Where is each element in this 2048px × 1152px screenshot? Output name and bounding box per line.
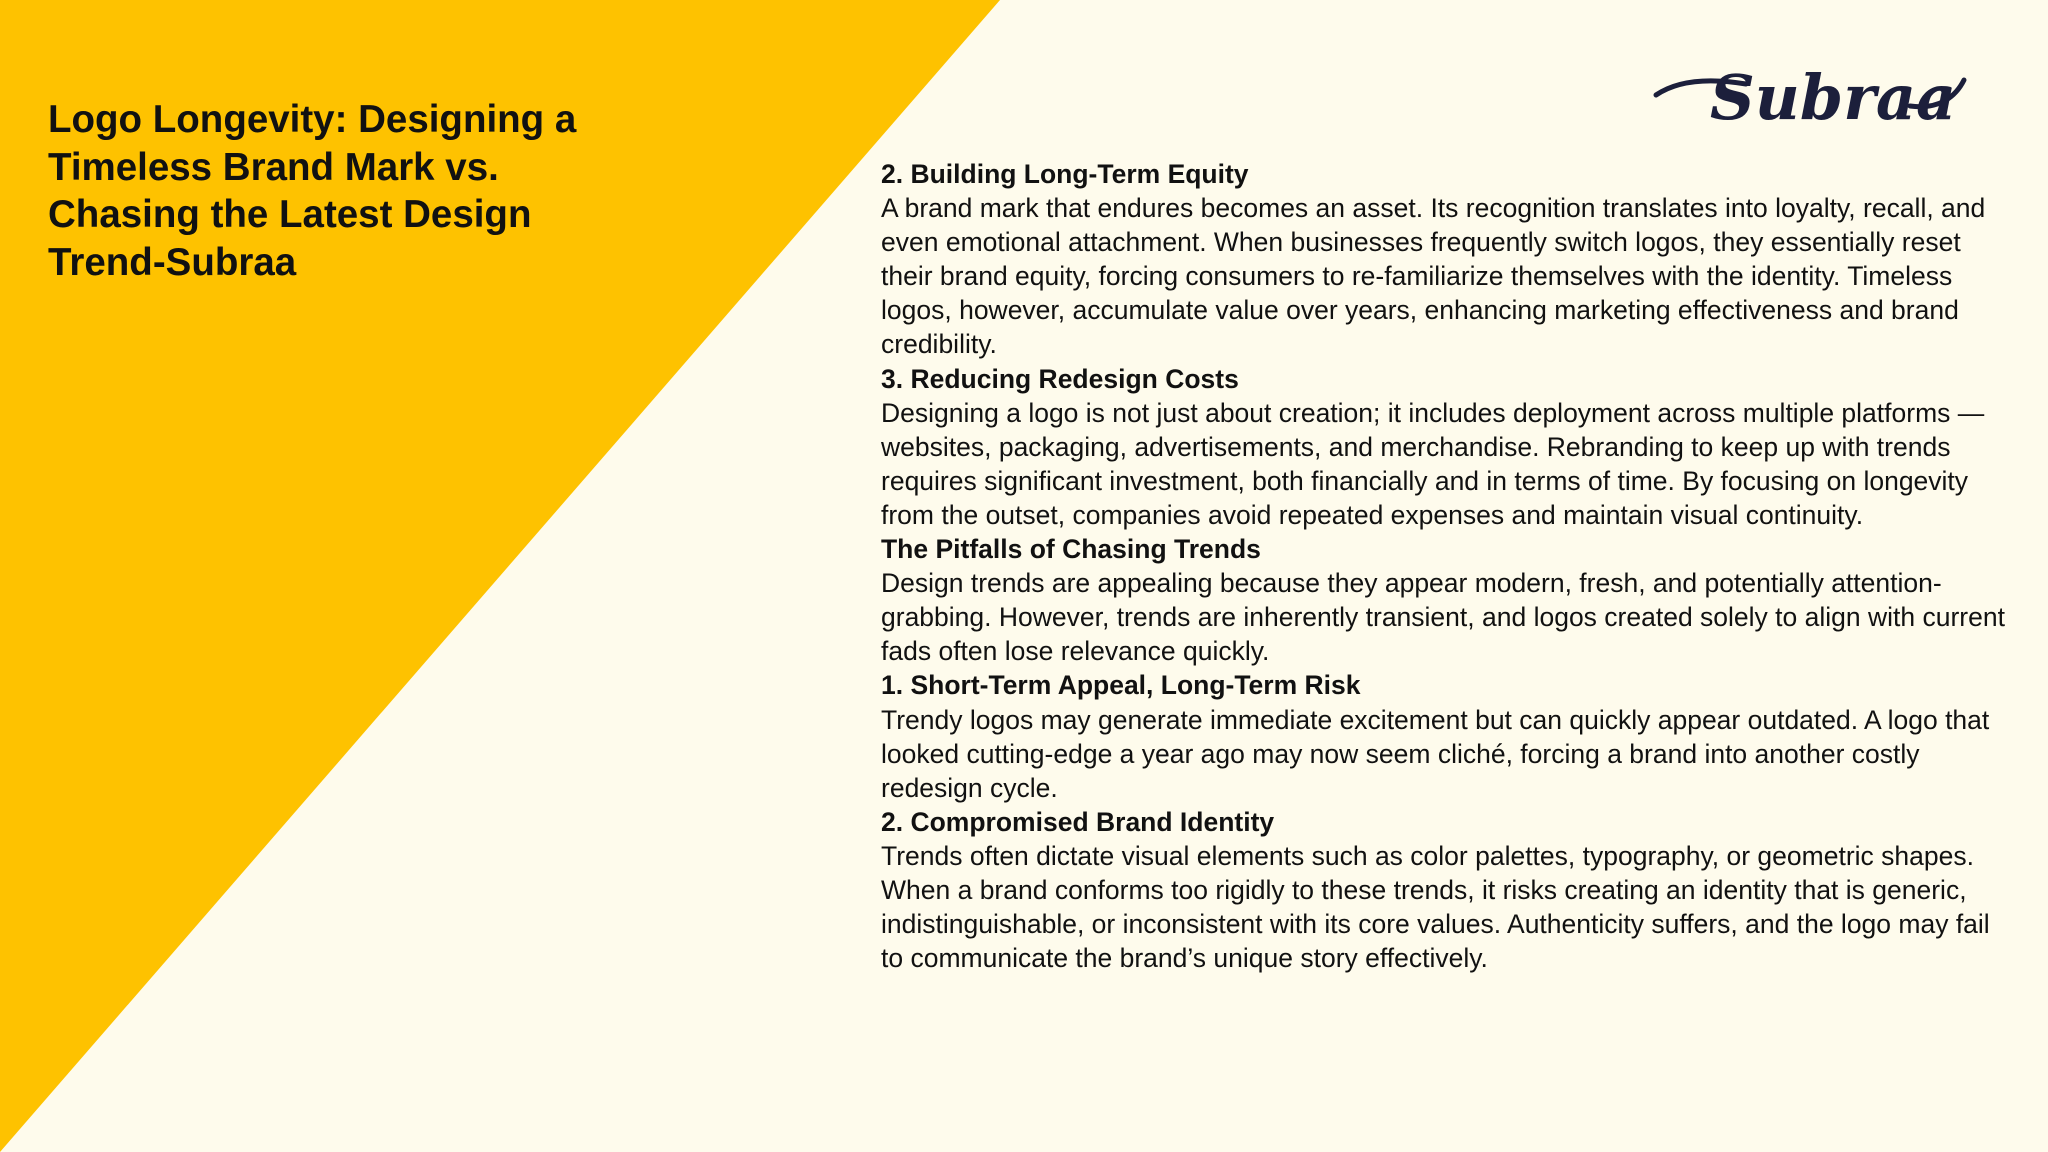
section-heading: 3. Reducing Redesign Costs <box>881 363 1239 394</box>
section-building-long-term-equity <box>881 157 2011 362</box>
page-title: Logo Longevity: Designing a Timeless Brand Mark vs. Chasing the Latest Design Trend-Subraa <box>48 98 577 284</box>
section-compromised-brand-identity <box>881 805 2011 975</box>
section-body: Trends often dictate visual elements such as color palettes, typography, or geometric shapes. When a brand conforms too rigidly to these trends, it risks creating an identity that is generic, indistinguishable, or inconsistent with its core values. Authenticity suffers, and the logo may fail to communicate the brand’s unique story effectively. <box>881 840 1990 974</box>
section-heading: 1. Short-Term Appeal, Long-Term Risk <box>881 670 1361 701</box>
section-body: A brand mark that endures becomes an asset. Its recognition translates into loyalty, recall, and even emotional attachment. When businesses frequently switch logos, they essentially reset their brand equity, forcing consumers to re-familiarize themselves with the identity. Timeless logos, however, accumulate value over years, enhancing marketing effectiveness and brand credibility. <box>881 193 1986 360</box>
section-body: Design trends are appealing because they appear modern, fresh, and potentially attention-grabbing. However, trends are inherently transient, and logos created solely to align with current fads often lose relevance quickly. <box>881 568 2005 667</box>
section-reducing-redesign-costs <box>881 362 2011 532</box>
subraa-logo <box>1648 48 1978 148</box>
section-heading: 2. Building Long-Term Equity <box>881 159 1249 189</box>
section-short-term-appeal <box>881 668 2011 804</box>
section-heading: The Pitfalls of Chasing Trends <box>881 534 1261 565</box>
section-body: Designing a logo is not just about creation; it includes deployment across multiple platforms — websites, packaging, advertisements, and merchandise. Rebranding to keep up with trends requires significant investment, both financially and in terms of time. By focusing on longevity from the outset, companies avoid repeated expenses and maintain visual continuity. <box>881 397 1985 530</box>
section-heading: 2. Compromised Brand Identity <box>881 806 1275 837</box>
subraa-logo-wordmark: Subraa <box>1710 61 1957 134</box>
article-content <box>881 157 2011 975</box>
section-body: Trendy logos may generate immediate excitement but can quickly appear outdated. A logo that looked cutting-edge a year ago may now seem cliché, forcing a brand into another costly redesign cycle. <box>881 704 1990 803</box>
section-pitfalls-of-chasing-trends <box>881 532 2011 668</box>
